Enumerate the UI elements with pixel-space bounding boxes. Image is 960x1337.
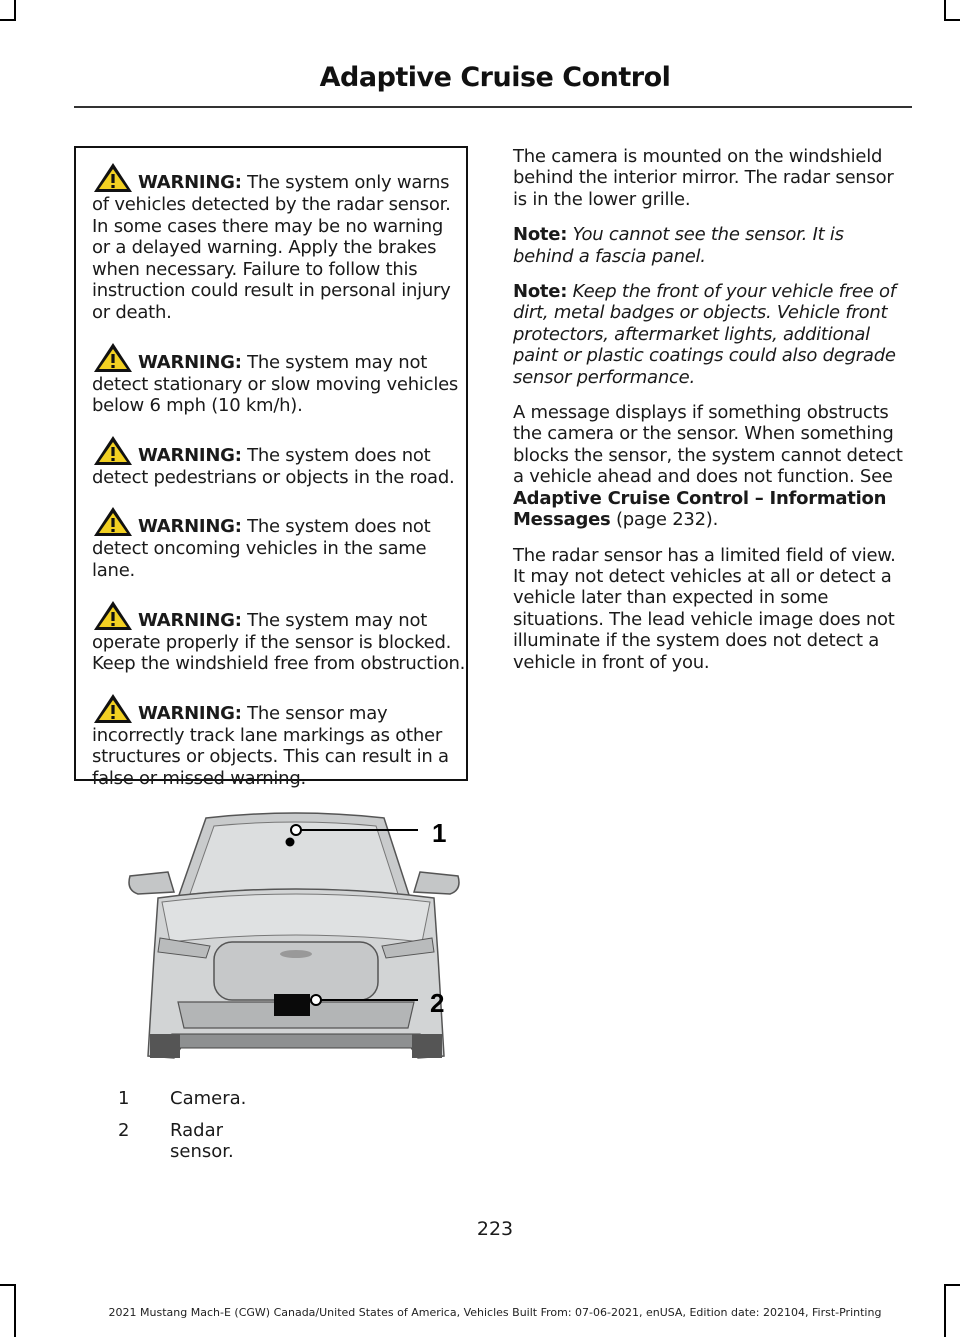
warning-triangle-icon [92, 435, 136, 467]
warning-text: The system may not operate properly if the sensor is blocked. Keep the windshield free from obstruction. [92, 609, 466, 675]
paragraph [513, 402, 909, 530]
warning-1 [92, 162, 466, 324]
warning-triangle-icon [92, 693, 136, 725]
warning-label: WARNING: [138, 444, 242, 466]
warning-3 [92, 435, 466, 489]
note-label: Note: [513, 281, 568, 303]
warning-5 [92, 600, 466, 675]
warning-triangle-icon [92, 342, 136, 374]
warning-label: WARNING: [138, 172, 242, 193]
note [513, 224, 909, 267]
paragraph: The radar sensor has a limited field of view. It may not detect vehicles at all or detect a vehicle later than expected in some situations. The lead vehicle image does not illuminate if the system does not detect a vehicle in front of you. [513, 544, 896, 673]
note [513, 281, 909, 388]
crop-mark [0, 1284, 16, 1286]
page-reference: (page 232). [610, 509, 719, 531]
radar-sensor-plate [274, 994, 310, 1016]
note-text: Keep the front of your vehicle free of dirt, metal badges or objects. Vehicle front protectors, aftermarket lights, additional paint or plastic coatings could also degrade sensor performance. [513, 281, 896, 388]
warning-text: The system may not detect stationary or slow moving vehicles below 6 mph (10 km/h). [92, 351, 459, 417]
warning-label: WARNING: [138, 351, 242, 373]
footer-text: 2021 Mustang Mach-E (CGW) Canada/United States of America, Vehicles Built From: 07-06-2021, enUSA, Edition date: 202104, First-Printing [108, 1306, 882, 1319]
note-label: Note: [513, 224, 568, 246]
note-text: You cannot see the sensor. It is behind a fascia panel. [513, 224, 844, 267]
title-rule [74, 106, 912, 108]
warning-label: WARNING: [138, 516, 242, 538]
right-column [513, 146, 909, 687]
warning-label: WARNING: [138, 609, 242, 631]
warning-text: The system does not detect oncoming vehicles in the same lane. [92, 516, 431, 581]
legend-number: 2 [118, 1120, 130, 1141]
vehicle-front-illustration [118, 806, 474, 1068]
legend-label: Camera. [170, 1088, 247, 1109]
warning-text: The sensor may incorrectly track lane markings as other structures or objects. This can result in a false or missed warning. [92, 702, 449, 789]
legend-label: Radar sensor. [170, 1120, 234, 1162]
crop-mark [944, 19, 960, 21]
legend-number: 1 [118, 1088, 130, 1109]
warning-triangle-icon [92, 600, 136, 632]
paragraph-text: A message displays if something obstructs the camera or the sensor. When something blocks the sensor, the system cannot detect a vehicle ahead and does not function. See [513, 402, 903, 488]
warnings-box [74, 146, 468, 789]
warning-6 [92, 693, 466, 790]
callout-number: 2 [430, 988, 445, 1018]
crop-mark [0, 19, 16, 21]
callout-number: 1 [432, 818, 447, 848]
warning-triangle-icon [92, 162, 136, 194]
warning-text: The system only warns of vehicles detected by the radar sensor. In some cases there may be no warning or a delayed warning. Apply the brakes when necessary. Failure to follow this instruction could result in personal injury or death. [92, 172, 451, 323]
vehicle-figure [118, 806, 474, 1068]
crop-mark [14, 0, 16, 20]
crop-mark [944, 0, 946, 20]
warning-label: WARNING: [138, 702, 242, 724]
warning-4 [92, 506, 466, 581]
warning-triangle-icon [92, 506, 136, 538]
page-title: Adaptive Cruise Control [319, 62, 671, 93]
warning-text: The system does not detect pedestrians or objects in the road. [92, 444, 455, 488]
page-number: 223 [476, 1218, 514, 1240]
cross-reference-link[interactable]: Adaptive Cruise Control – Information Messages [513, 487, 887, 531]
crop-mark [944, 1284, 960, 1286]
paragraph: The camera is mounted on the windshield behind the interior mirror. The radar sensor is in the lower grille. [513, 146, 894, 210]
warning-2 [92, 342, 466, 417]
